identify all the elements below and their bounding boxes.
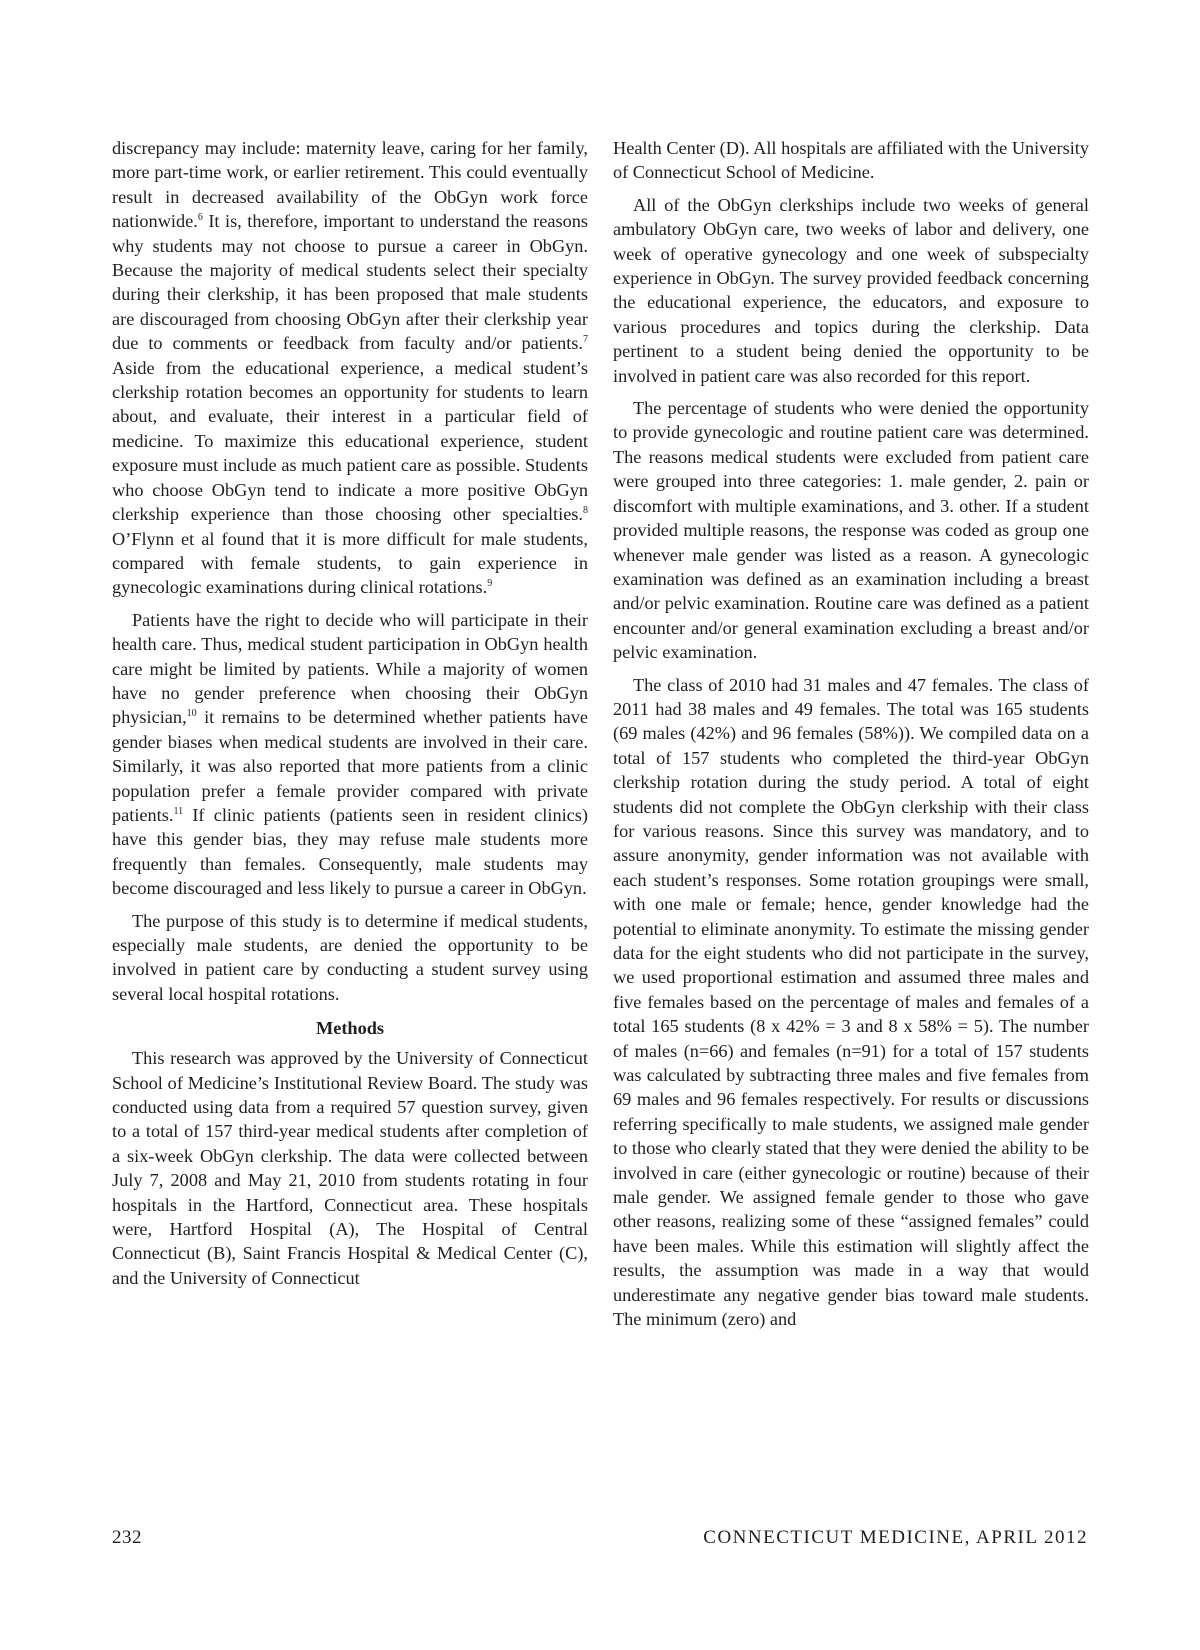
paragraph-clerkships: All of the ObGyn clerkships include two weeks of general ambulatory ObGyn care, two weeks of labor and delivery, one week of operative gynecology and one week of subspecialty experience in ObGyn. The survey provided feedback concerning the educational experience, the educators, and exposure to various procedures and topics during the clerkship. Data pertinent to a student being denied the opportunity to be involved in patient care was also recorded for this report. — [613, 194, 1089, 386]
paragraph-purpose: The purpose of this study is to determine if medical students, especially male students, are denied the opportunity to be involved in patient care by conducting a student survey using several local hospital rotations. — [112, 910, 588, 1004]
section-heading-methods: Methods — [315, 1018, 385, 1039]
paragraph-patient-rights — [112, 608, 588, 901]
text-run: It is, therefore, important to understand the reasons why students may not choose to pursue a career in ObGyn. Because the majority of medical students select their specialty during their clerkship, it has been proposed that male students are discouraged from choosing ObGyn after their clerkship year due to comments or feedback from faculty and/or patients. — [112, 211, 588, 354]
text-run: Patients have the right to decide who will participate in their health care. Thus, medical student participation in ObGyn health care might be limited by patients. While a majority of women have no gender preference when choosing their ObGyn physician, — [112, 609, 588, 728]
reference-superscript: 11 — [173, 805, 184, 817]
paragraph-continuation: Health Center (D). All hospitals are affiliated with the University of Connecticut School of Medicine. — [613, 138, 1089, 183]
reference-superscript: 8 — [583, 505, 588, 516]
text-run: O’Flynn et al found that it is more difficult for male students, compared with female students, to gain experience in gynecologic examinations during clinical rotations. — [112, 528, 588, 598]
right-column — [613, 136, 1089, 1332]
reference-superscript: 9 — [487, 578, 493, 590]
text-run: Aside from the educational experience, a medical student’s clerkship rotation becomes an opportunity for students to learn about, and evaluate, their interest in a particular field of medicine. To maximize this educational experience, student exposure must include as much patient care as possible. Students who choose ObGyn tend to indicate a more positive ObGyn clerkship experience than those choosing other specialties. — [112, 357, 588, 525]
paragraph-class-data: The class of 2010 had 31 males and 47 females. The class of 2011 had 38 males and 49 females. The total was 165 students (69 males (42%) and 96 females (58%)). We compiled data on a total of 157 students who completed the third-year ObGyn clerkship rotation during the study period. A total of eight students did not complete the ObGyn clerkship with their class for various reasons. Since this survey was mandatory, and to assure anonymity, gender information was not available with each student’s responses. Some rotation groupings were small, with one male or female; hence, gender knowledge had the potential to eliminate anonymity. To estimate the missing gender data for the eight students who did not participate in the survey, we used proportional estimation and assumed three males and five females based on the percentage of males and females of a total 165 students (8 x 42% = 3 and 8 x 58% = 5). The number of males (n=66) and females (n=91) for a total of 157 students was calculated by subtracting three males and five females from 69 males and 96 females respectively. For results or discussions referring specifically to male students, we assigned male gender to those who clearly stated that they were denied the ability to be involved in care (either gynecologic or routine) because of their male gender. We assigned female gender to those who gave other reasons, realizing some of these “assigned females” could have been males. While this estimation will slightly affect the results, the assumption was made in a way that would underestimate any negative gender bias toward male students. The minimum (zero) and — [613, 674, 1089, 1330]
paragraph-continuation — [112, 136, 588, 600]
text-run: If clinic patients (patients seen in resident clinics) have this gender bias, they may refuse male students more frequently than females. Consequently, male students may become discouraged and less likely to pursue a career in ObGyn. — [112, 804, 588, 899]
left-column — [112, 136, 588, 1290]
reference-superscript: 7 — [583, 334, 588, 346]
reference-superscript: 6 — [197, 212, 203, 224]
page-number: 232 — [112, 1527, 142, 1548]
reference-superscript: 10 — [186, 708, 197, 720]
text-run: it remains to be determined whether patients have gender biases when medical students are involved in their care. Similarly, it was also reported that more patients from a clinic population prefer a female provider compared with private patients. — [112, 707, 588, 825]
paragraph-methods: This research was approved by the University of Connecticut School of Medicine’s Institutional Review Board. The study was conducted using data from a required 57 question survey, given to a total of 157 third-year medical students after completion of a six-week ObGyn clerkship. The data were collected between July 7, 2008 and May 21, 2010 from students rotating in four hospitals in the Hartford, Connecticut area. These hospitals were, Hartford Hospital (A), The Hospital of Central Connecticut (B), Saint Francis Hospital & Medical Center (C), and the University of Connecticut — [112, 1048, 588, 1288]
text-run: discrepancy may include: maternity leave, caring for her family, more part-time work, or earlier retirement. This could eventually result in decreased availability of the ObGyn work force nationwide. — [112, 138, 588, 232]
journal-footer: CONNECTICUT MEDICINE, APRIL 2012 — [703, 1527, 1088, 1548]
paragraph-percentage: The percentage of students who were denied the opportunity to provide gynecologic and routine patient care was determined. The reasons medical students were excluded from patient care were grouped into three categories: 1. male gender, 2. pain or discomfort with multiple examinations, and 3. other. If a student provided multiple reasons, the response was coded as group one whenever male gender was listed as a reason. A gynecologic examination was defined as an examination including a breast and/or pelvic examination. Routine care was defined as a patient encounter and/or general examination excluding a breast and/or pelvic examination. — [613, 398, 1089, 663]
